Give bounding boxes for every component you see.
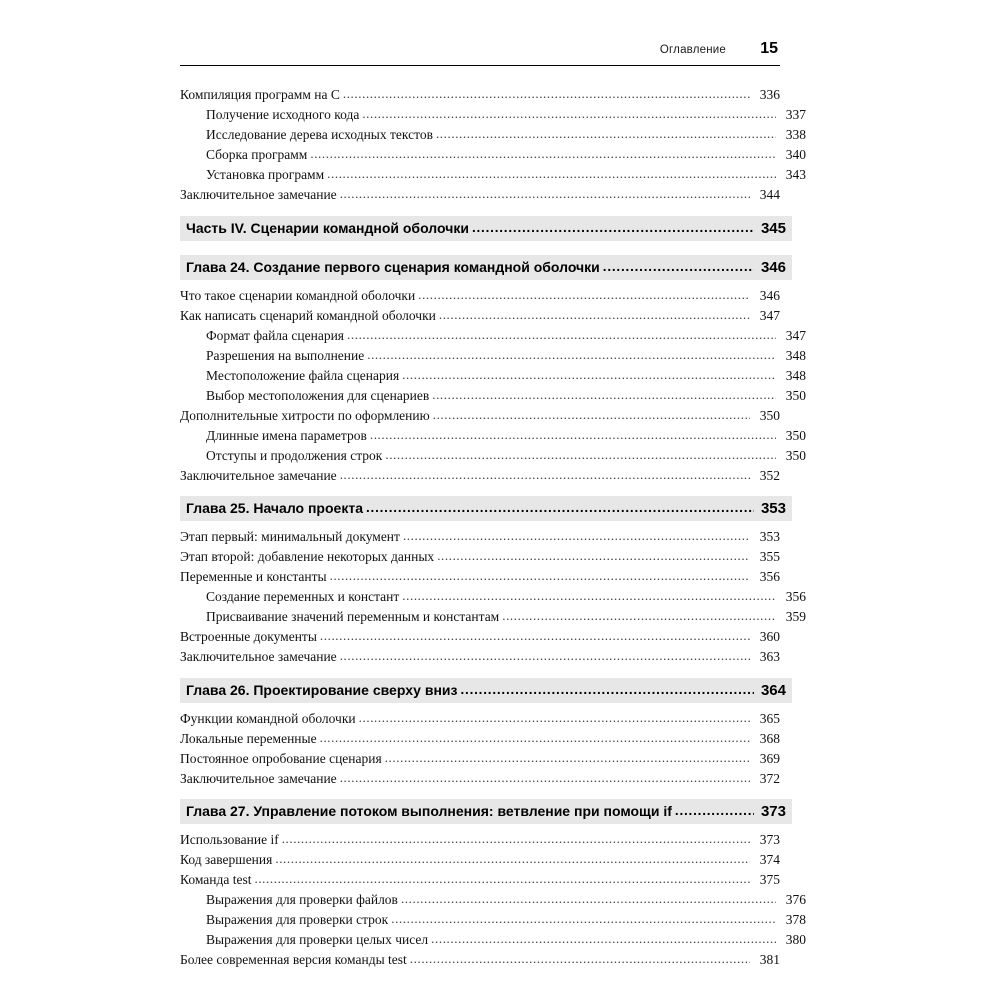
toc-entry[interactable]: [180, 650, 780, 664]
toc-entry[interactable]: [180, 570, 780, 584]
toc-entry-page: 336: [759, 87, 780, 102]
toc-entry-page: 365: [759, 710, 780, 726]
toc-entry-page: 356: [785, 589, 806, 604]
toc-entry-page: 346: [760, 258, 786, 276]
toc-entry-label: Сборка программ: [206, 147, 308, 162]
toc-leader-dots: [460, 682, 754, 697]
toc-entry[interactable]: [180, 610, 806, 624]
toc-entry-page: 364: [760, 681, 786, 699]
toc-entry-label: Как написать сценарий командной оболочки: [180, 307, 436, 323]
toc-leader-dots: [437, 549, 750, 563]
toc-entry-label: Присваивание значений переменным и константам: [206, 609, 500, 624]
toc-entry-label: Код завершения: [180, 852, 273, 867]
toc-entry-page: 374: [759, 852, 780, 867]
toc-entry[interactable]: [180, 255, 792, 280]
toc-entry[interactable]: [180, 108, 806, 122]
toc-leader-dots: [359, 711, 750, 725]
toc-leader-dots: [502, 609, 776, 623]
toc-entry-label: Глава 25. Начало проекта: [186, 500, 363, 516]
toc-leader-dots: [370, 428, 776, 442]
toc-entry[interactable]: [180, 913, 806, 927]
toc-entry[interactable]: [180, 873, 780, 887]
toc-leader-dots: [385, 751, 750, 765]
toc-entry[interactable]: [180, 216, 792, 241]
toc-entry-label: Заключительное замечание: [180, 649, 337, 664]
toc-entry-page: 345: [760, 219, 786, 237]
toc-entry[interactable]: [180, 369, 806, 383]
toc-entry-page: 344: [759, 187, 780, 202]
toc-entry-label: Часть IV. Сценарии командной оболочки: [186, 219, 469, 236]
toc-leader-dots: [403, 529, 750, 543]
toc-entry[interactable]: [180, 678, 792, 703]
toc-leader-dots: [401, 892, 776, 906]
toc-entry-label: Более современная версия команды test: [180, 952, 407, 967]
toc-entry-page: 352: [759, 467, 780, 483]
toc-entry-label: Дополнительные хитрости по оформлению: [180, 407, 430, 423]
toc-entry-label: Отступы и продолжения строк: [206, 447, 383, 463]
toc-entry-page: 363: [759, 649, 780, 664]
toc-entry[interactable]: [180, 128, 806, 142]
toc-entry[interactable]: [180, 148, 806, 162]
toc-leader-dots: [327, 167, 776, 181]
running-head-title: Оглавление: [659, 44, 726, 56]
toc-entry-page: 356: [759, 569, 780, 584]
toc-leader-dots: [433, 408, 750, 422]
toc-entry-page: 375: [759, 872, 780, 887]
toc-entry-page: 372: [759, 770, 780, 786]
toc-entry-label: Выбор местоположения для сценариев: [206, 387, 430, 403]
toc-entry[interactable]: [180, 188, 780, 202]
toc-entry-page: 340: [785, 147, 806, 162]
toc-entry[interactable]: [180, 309, 780, 323]
toc-leader-dots: [310, 147, 776, 161]
toc-leader-dots: [439, 308, 750, 322]
toc-entry-page: 346: [759, 287, 780, 303]
toc-entry-label: Формат файла сценария: [206, 327, 345, 343]
toc-leader-dots: [391, 912, 776, 926]
toc-entry-page: 369: [759, 750, 780, 766]
toc-entry[interactable]: [180, 409, 780, 423]
toc-leader-dots: [340, 649, 750, 663]
toc-leader-dots: [431, 932, 776, 946]
toc-entry-label: Установка программ: [206, 167, 325, 182]
toc-leader-dots: [367, 348, 776, 362]
toc-entry-page: 380: [785, 932, 806, 947]
toc-leader-dots: [282, 832, 750, 846]
toc-leader-dots: [385, 448, 776, 462]
toc-entry[interactable]: [180, 833, 780, 847]
header-rule: [180, 65, 780, 66]
toc-entry-page: 347: [759, 307, 780, 323]
page-number: 15: [760, 40, 778, 57]
toc-entry-label: Исследование дерева исходных текстов: [206, 127, 433, 142]
toc-leader-dots: [418, 288, 750, 302]
toc-entry[interactable]: [180, 799, 792, 824]
toc-entry-page: 359: [785, 609, 806, 624]
toc-entry[interactable]: [180, 772, 780, 786]
toc-leader-dots: [330, 569, 750, 583]
toc-entry[interactable]: [180, 88, 780, 102]
toc-entry[interactable]: [180, 496, 792, 521]
toc-entry-page: 353: [760, 500, 786, 517]
toc-entry-page: 343: [785, 167, 806, 182]
toc-entry[interactable]: [180, 893, 806, 907]
toc-entry[interactable]: [180, 732, 780, 746]
toc-leader-dots: [340, 187, 750, 201]
toc-entry-page: 381: [759, 952, 780, 967]
toc-entry-page: 373: [760, 803, 786, 820]
toc-leader-dots: [472, 220, 754, 235]
toc-entry[interactable]: [180, 853, 780, 867]
toc-entry-label: Переменные и константы: [180, 569, 327, 584]
toc-leader-dots: [340, 771, 750, 785]
toc-leader-dots: [320, 629, 750, 643]
toc-entry-page: 338: [785, 127, 806, 142]
toc-entry-label: Глава 24. Создание первого сценария командной оболочки: [186, 258, 600, 275]
toc-entry-label: Команда test: [180, 872, 252, 887]
toc-entry-label: Локальные переменные: [180, 730, 317, 746]
toc-entry-page: 350: [785, 387, 806, 403]
toc-entry-label: Заключительное замечание: [180, 467, 337, 483]
toc-entry[interactable]: [180, 469, 780, 483]
toc-leader-dots: [402, 589, 776, 603]
toc-entry-label: Создание переменных и констант: [206, 589, 400, 604]
toc-entry[interactable]: [180, 289, 780, 303]
toc-entry-page: 348: [785, 367, 806, 383]
toc-entry[interactable]: [180, 752, 780, 766]
toc-entry-page: 350: [785, 447, 806, 463]
toc-entry-label: Что такое сценарии командной оболочки: [180, 287, 416, 303]
toc-entry[interactable]: [180, 168, 806, 182]
toc-leader-dots: [603, 259, 754, 274]
toc-entry[interactable]: [180, 712, 780, 726]
toc-entry[interactable]: [180, 389, 806, 403]
toc-entry[interactable]: [180, 449, 806, 463]
table-of-contents: [180, 87, 806, 967]
toc-leader-dots: [432, 388, 776, 402]
toc-entry[interactable]: [180, 349, 806, 363]
toc-entry[interactable]: [180, 429, 806, 443]
toc-entry-label: Заключительное замечание: [180, 770, 337, 786]
toc-leader-dots: [347, 328, 776, 342]
toc-entry[interactable]: [180, 550, 780, 564]
toc-leader-dots: [275, 852, 750, 866]
toc-entry-label: Длинные имена параметров: [206, 427, 367, 443]
toc-entry-label: Выражения для проверки строк: [206, 912, 389, 927]
toc-entry-page: 350: [785, 427, 806, 443]
toc-leader-dots: [675, 803, 754, 818]
toc-leader-dots: [320, 731, 750, 745]
toc-leader-dots: [362, 107, 776, 121]
toc-entry-label: Глава 26. Проектирование сверху вниз: [186, 681, 458, 698]
toc-leader-dots: [366, 500, 754, 515]
toc-entry-label: Выражения для проверки целых чисел: [206, 932, 429, 947]
toc-entry[interactable]: [180, 953, 780, 967]
toc-entry-page: 347: [785, 327, 806, 343]
toc-entry-label: Компиляция программ на C: [180, 87, 340, 102]
toc-entry-page: 376: [785, 892, 806, 907]
running-head: [180, 40, 780, 62]
toc-entry-page: 360: [759, 629, 780, 644]
toc-leader-dots: [402, 368, 776, 382]
toc-entry[interactable]: [180, 933, 806, 947]
toc-entry-label: Использование if: [180, 832, 279, 847]
toc-entry-label: Получение исходного кода: [206, 107, 360, 122]
toc-entry-page: 350: [759, 407, 780, 423]
toc-entry[interactable]: [180, 630, 780, 644]
toc-entry-label: Разрешения на выполнение: [206, 347, 365, 363]
toc-leader-dots: [254, 872, 750, 886]
toc-entry-page: 337: [785, 107, 806, 122]
toc-entry-label: Заключительное замечание: [180, 187, 337, 202]
toc-leader-dots: [343, 87, 750, 101]
toc-entry-label: Этап второй: добавление некоторых данных: [180, 549, 435, 564]
toc-entry-page: 348: [785, 347, 806, 363]
page-content: [180, 40, 806, 973]
toc-entry-label: Выражения для проверки файлов: [206, 892, 398, 907]
toc-entry-page: 355: [759, 549, 780, 564]
toc-entry[interactable]: [180, 590, 806, 604]
toc-entry[interactable]: [180, 329, 806, 343]
toc-entry-page: 353: [759, 529, 780, 544]
toc-entry-label: Этап первый: минимальный документ: [180, 529, 400, 544]
toc-entry-label: Функции командной оболочки: [180, 710, 356, 726]
toc-leader-dots: [340, 468, 750, 482]
toc-entry-label: Глава 27. Управление потоком выполнения: ветвление при помощи if: [186, 803, 672, 819]
toc-entry-label: Местоположение файла сценария: [206, 367, 400, 383]
toc-entry[interactable]: [180, 530, 780, 544]
toc-entry-page: 373: [759, 832, 780, 847]
toc-leader-dots: [410, 952, 750, 966]
toc-entry-label: Встроенные документы: [180, 629, 317, 644]
toc-entry-page: 368: [759, 730, 780, 746]
toc-leader-dots: [436, 127, 776, 141]
toc-entry-label: Постоянное опробование сценария: [180, 750, 382, 766]
toc-entry-page: 378: [785, 912, 806, 927]
